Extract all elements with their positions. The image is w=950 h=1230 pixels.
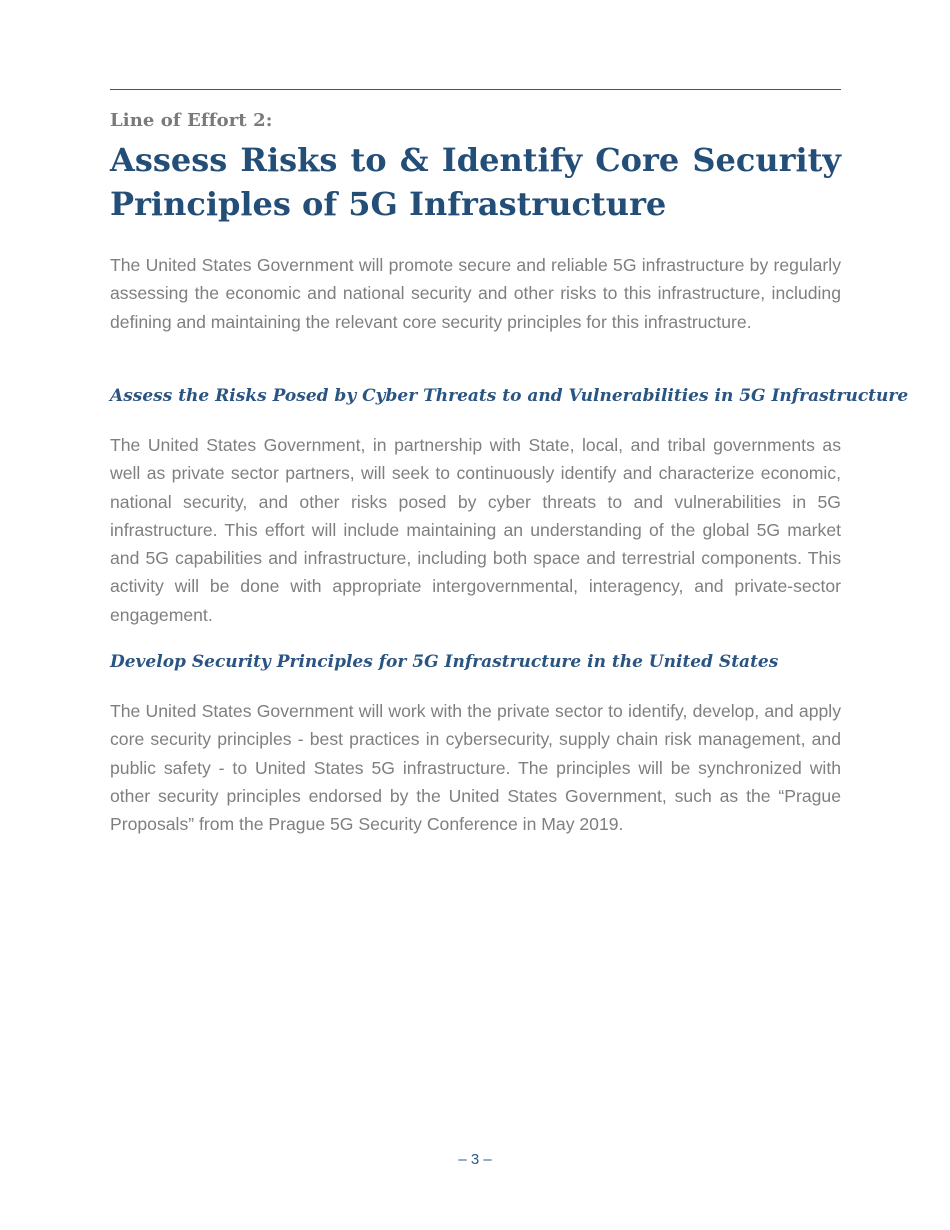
page-title-line-1: Assess Risks to & Identify Core Security	[110, 141, 841, 179]
line-of-effort-label: Line of Effort 2:	[110, 110, 273, 131]
intro-paragraph: The United States Government will promote secure and reliable 5G infrastructure by regularly assessing the economic and national security and other risks to this infrastructure, including defining and maintaining the relevant core security principles for this infrastructure.	[110, 255, 841, 332]
page-title	[110, 138, 841, 226]
top-divider	[110, 89, 841, 90]
section-heading-security-principles: Develop Security Principles for 5G Infrastructure in the United States	[110, 652, 779, 672]
page-title-line-2: Principles of 5G Infrastructure	[110, 185, 667, 223]
section-body-security-principles: The United States Government will work with the private sector to identify, develop, and apply core security principles - best practices in cybersecurity, supply chain risk management, and public safety - to United States 5G infrastructure. The principles will be synchronized with other security principles endorsed by the United States Government, such as the “Prague Proposals” from the Prague 5G Security Conference in May 2019.	[110, 701, 841, 835]
section-heading-assess-risks: Assess the Risks Posed by Cyber Threats to and Vulnerabilities in 5G Infrastructure	[110, 386, 909, 406]
section-body-assess-risks: The United States Government, in partnership with State, local, and tribal governments as well as private sector partners, will seek to continuously identify and characterize economic, national security, and other risks posed by cyber threats to and vulnerabilities in 5G infrastructure. This effort will include maintaining an understanding of the global 5G market and 5G capabilities and infrastructure, including both space and terrestrial components. This activity will be done with appropriate intergovernmental, interagency, and private-sector engagement.	[110, 435, 841, 625]
page-number: – 3 –	[458, 1151, 492, 1168]
